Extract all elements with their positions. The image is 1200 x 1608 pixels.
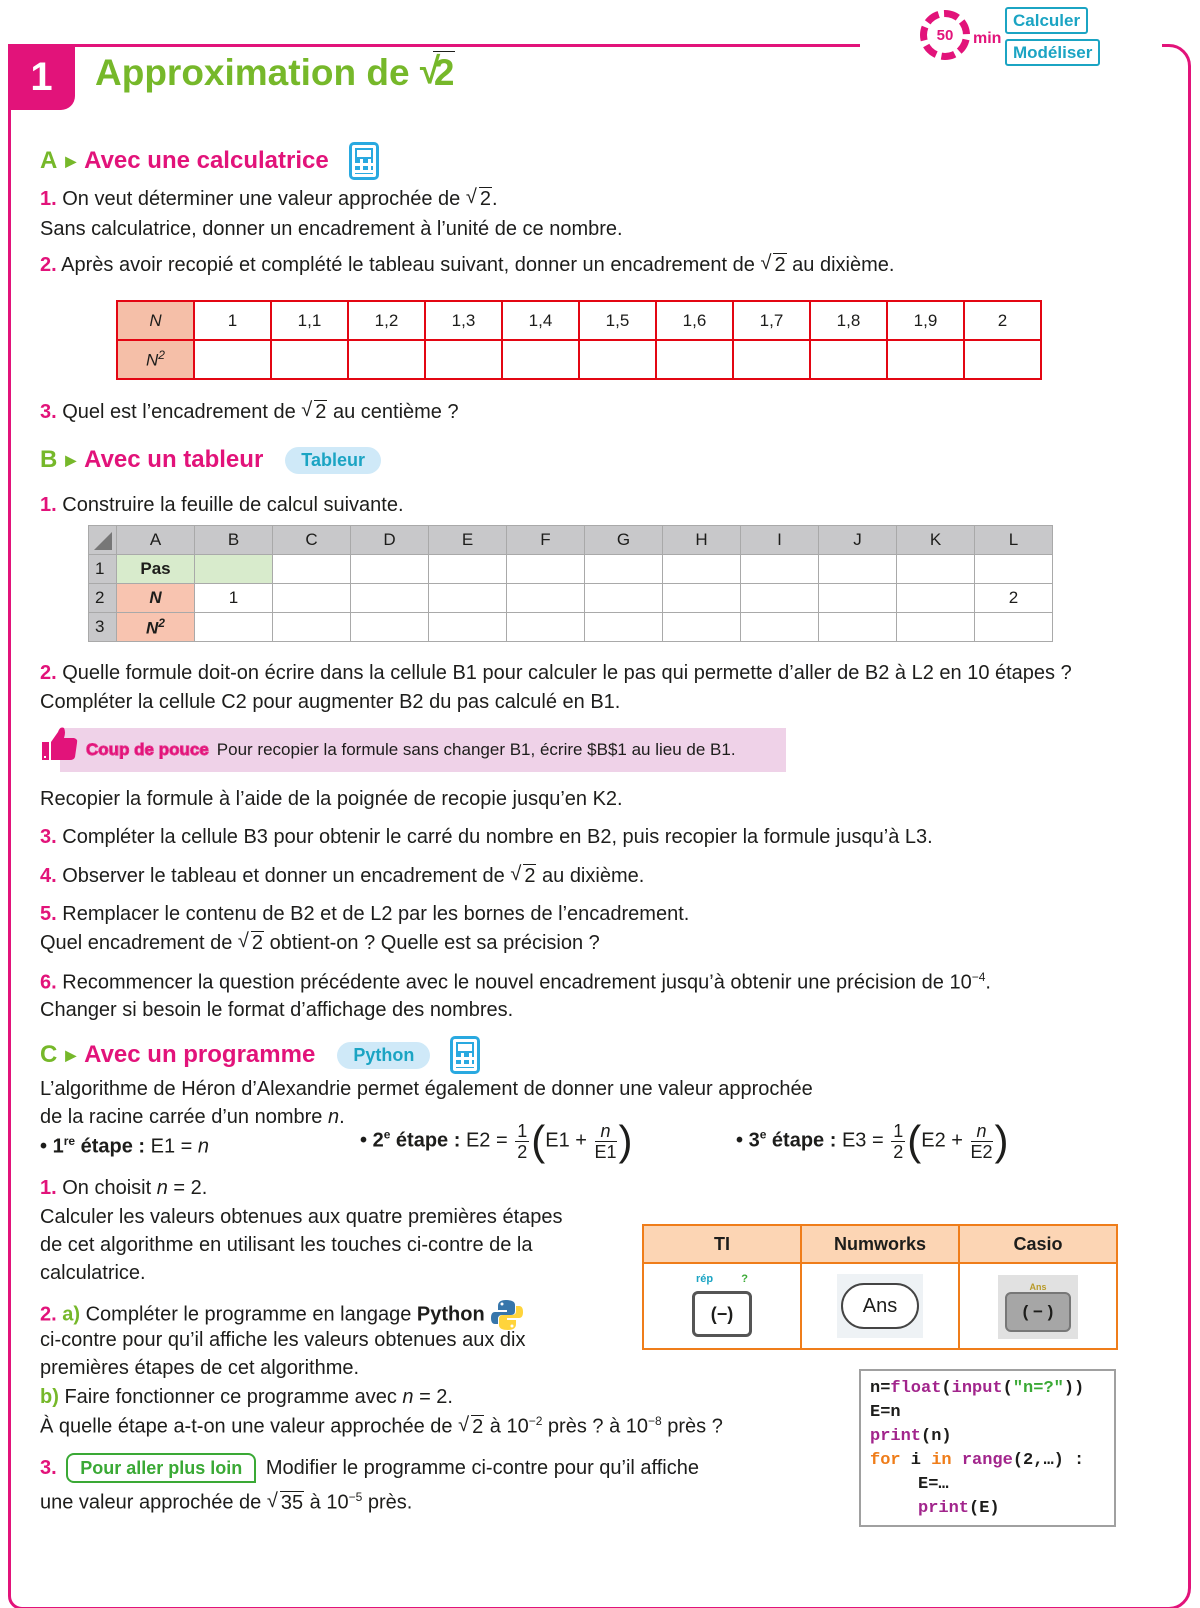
text: près. [362,1491,413,1514]
question-c3-line2 [40,1490,412,1515]
code-token: float [890,1379,942,1398]
text: N [146,618,159,638]
question-c3-line1 [40,1453,699,1483]
step-word: étape : [766,1129,842,1152]
sheet-row-2 [89,584,1053,613]
calculator-icon [450,1036,480,1074]
ordinal: re [63,1134,76,1148]
timer-badge [920,10,1001,60]
question-number: 3. [40,826,57,848]
heron-step-3 [736,1117,1009,1164]
select-all-corner [89,526,117,555]
sub-question-label: a) [62,1303,81,1326]
tip-label: Coup de pouce [86,740,209,759]
step-word: étape : [75,1135,151,1158]
cell-b2: 1 [195,584,273,613]
cell [897,555,975,584]
text: Compléter la cellule B3 pour obtenir le carré du nombre en B2, puis recopier la formule jusqu’à L3. [62,826,933,848]
question-b6-line2: Changer si besoin le format d’affichage des nombres. [40,999,514,1021]
timer-icon [920,10,970,60]
exercise-title [95,52,455,94]
question-a1-line1 [40,188,498,211]
calculator-icon [349,142,379,180]
column-header: B [195,526,273,555]
table-cell-empty [271,340,348,379]
python-tag: Python [337,1042,430,1069]
term: E2 + [921,1129,969,1152]
step-number: 1 [52,1135,64,1158]
text: Faire fonctionner ce programme avec [58,1386,403,1408]
table-cell-empty [964,340,1041,379]
cell-b1 [195,555,273,584]
column-header: L [975,526,1053,555]
sheet-row-3 [89,613,1053,642]
step-number: 2 [372,1129,384,1152]
row-header: 3 [89,613,117,642]
numerator: n [595,1121,617,1142]
cell [819,584,897,613]
heron-step-2 [360,1117,633,1164]
sqrt-symbol [420,52,456,94]
question-b2-line1 [40,662,1072,685]
table-cell: 1,9 [887,301,964,340]
question-b1 [40,494,404,517]
sheet-row-1 [89,555,1053,584]
table-cell-empty [348,340,425,379]
column-header: D [351,526,429,555]
table-cell: 1,2 [348,301,425,340]
heron-step-1 [40,1134,209,1159]
cell [351,555,429,584]
text: . [491,188,498,210]
text: près ? [661,1415,723,1438]
text: . [985,971,991,994]
column-header-row [89,526,1053,555]
code-line-5: E=… [918,1475,949,1494]
step-word: étape : [390,1129,466,1152]
section-letter: B [40,446,58,473]
cell [741,555,819,584]
question-c1-line1 [40,1177,207,1200]
question-a3 [40,401,459,424]
cell [351,584,429,613]
cell [663,584,741,613]
question-number: 2. [40,662,57,684]
table-cell: 1,6 [656,301,733,340]
section-title: Avec un programme [84,1041,316,1068]
column-header: I [741,526,819,555]
section-title: Avec un tableur [84,446,264,473]
table-cell: 1,4 [502,301,579,340]
radicand: 2 [472,1415,484,1438]
cell [273,555,351,584]
cell-a2: N [117,584,195,613]
section-b-heading [40,446,381,474]
column-header: G [585,526,663,555]
code-token: "n=?" [1012,1379,1064,1398]
fraction [595,1121,617,1162]
text: On veut déterminer une valeur approchée de [62,188,466,210]
exponent: 2 [158,348,165,363]
exponent: −8 [648,1414,662,1428]
casio-key-label: ( − ) [1005,1292,1071,1332]
question-c2a-line1 [40,1298,524,1332]
exponent: 2 [158,615,165,630]
question-c2b-line1 [40,1386,453,1409]
numworks-ans-key-icon [837,1274,923,1338]
header-numworks: Numworks [801,1225,959,1263]
header-casio: Casio [959,1225,1117,1263]
timer-unit: min [973,30,1002,47]
ti-key-label: (−) [692,1291,752,1337]
question-c2a-line3: premières étapes de cet algorithme. [40,1357,360,1379]
tip-box [60,728,786,772]
cell-l1 [975,555,1053,584]
variable: n [197,1135,209,1158]
cell-numworks-key [801,1263,959,1349]
code-token: in [931,1451,952,1470]
keys-header-row [643,1225,1117,1263]
column-header: C [273,526,351,555]
section-title: Avec une calculatrice [84,147,329,174]
table-cell: 1,1 [271,301,348,340]
paren-close: ) [618,1117,633,1164]
question-a2 [40,254,894,277]
table-cell: 1,5 [579,301,656,340]
text: Quel encadrement de [40,932,238,954]
paren-open: ( [531,1117,546,1164]
title-radicand: 2 [433,52,455,93]
denominator: 2 [517,1141,528,1162]
recopy-instruction: Recopier la formule à l’aide de la poignée de recopie jusqu’en K2. [40,788,623,810]
variable: n [327,1106,340,1128]
exponent: −5 [348,1490,363,1504]
ordinal: e [383,1127,391,1142]
row-header-n: N [117,301,194,340]
code-token: for [870,1451,901,1470]
cell [819,555,897,584]
code-token: (2,…) : [1012,1451,1085,1470]
cell [897,613,975,642]
table-cell-empty [887,340,964,379]
radicand: 2 [479,188,491,210]
numerator: 1 [893,1120,904,1141]
text: On choisit [62,1177,157,1199]
fraction [515,1121,529,1162]
variable: n [402,1386,414,1408]
question-number: 1. [40,188,57,210]
thumbs-up-icon [40,724,80,764]
table-cell-empty [502,340,579,379]
text: Quel est l’encadrement de [62,401,302,423]
text: au dixième. [536,865,645,887]
column-header: E [429,526,507,555]
header-ti: TI [643,1225,801,1263]
text: = 2. [413,1386,453,1408]
cell [351,613,429,642]
text: . [339,1106,345,1128]
text: au centième ? [327,401,459,423]
exercise-number-badge: 1 [8,44,75,110]
table-cell-empty [810,340,887,379]
code-token: range [961,1451,1013,1470]
cell-a1: Pas [117,555,195,584]
numworks-key-label: Ans [841,1283,919,1329]
sqrt-symbol [301,401,327,424]
bullet: • [736,1129,749,1152]
table-cell: 1,8 [810,301,887,340]
ti-negative-key-icon [692,1275,752,1337]
question-number: 2. [40,254,57,276]
cell [429,584,507,613]
text: à 10 [304,1491,349,1514]
code-token: print [918,1499,970,1518]
python-word: Python [416,1303,485,1326]
row-header-n-squared [117,340,194,379]
question-number: 6. [40,971,57,994]
cell [429,613,507,642]
cell [741,613,819,642]
code-line-6 [870,1497,1114,1521]
radicand: 35 [280,1491,304,1514]
code-token [952,1451,962,1470]
question-c1-line4: calculatrice. [40,1262,146,1284]
cell [585,555,663,584]
question-c1-line2: Calculer les valeurs obtenues aux quatre premières étapes [40,1206,563,1228]
question-b4 [40,865,644,888]
casio-negative-key-icon [998,1275,1078,1339]
section-letter: C [40,1041,58,1068]
table-cell-empty [733,340,810,379]
table-cell-empty [425,340,502,379]
table-cell-empty [579,340,656,379]
heron-intro-line2 [40,1106,345,1129]
table-cell: 2 [964,301,1041,340]
cell [507,555,585,584]
cell-b3 [195,613,273,642]
column-header: F [507,526,585,555]
code-token: )) [1063,1379,1085,1398]
sqrt-symbol [760,254,786,277]
pour-aller-plus-loin-tag: Pour aller plus loin [66,1453,256,1483]
bullet: • [360,1129,373,1152]
tableur-tag: Tableur [285,447,381,474]
text: Quelle formule doit-on écrire dans la cellule B1 pour calculer le pas qui permette d’aller de B2 à L2 en 10 étapes ? [62,662,1072,684]
text: obtient-on ? Quelle est sa précision ? [264,932,600,954]
cell [507,613,585,642]
timer-value: 50 [936,26,954,44]
code-token: n= [870,1379,891,1398]
ti-rep-label: rép [696,1273,714,1285]
skill-tag-modeliser: Modéliser [1005,39,1100,66]
question-number: 3. [40,401,57,423]
text: près ? à 10 [542,1415,648,1438]
exponent: −4 [971,970,986,984]
column-header: J [819,526,897,555]
row-header: 2 [89,584,117,613]
cell [663,555,741,584]
sqrt-symbol [466,188,492,211]
code-token: print [870,1427,922,1446]
column-header: H [663,526,741,555]
question-number: 2. [40,1303,57,1326]
variable: n [156,1177,168,1199]
code-token: input [951,1379,1003,1398]
tip-text: Pour recopier la formule sans changer B1, écrire $B$1 au lieu de B1. [216,740,736,759]
code-line-3 [870,1425,1114,1449]
cell [273,584,351,613]
text: Construire la feuille de calcul suivante. [62,494,404,516]
text: À quelle étape a-t-on une valeur approchée de [40,1415,459,1438]
code-line-1 [870,1377,1114,1401]
text: Observer le tableau et donner un encadrement de [62,865,511,887]
casio-ans-label: Ans [1029,1281,1047,1292]
text: de la racine carrée d’un nombre [40,1106,328,1128]
radicand: 2 [315,401,327,423]
code-token: ( [941,1379,952,1398]
row-header: 1 [89,555,117,584]
table-cell: 1 [194,301,271,340]
section-letter: A [40,147,58,174]
title-text: Approximation de [95,52,420,93]
sqrt-symbol [510,865,536,888]
formula: E2 = [465,1129,514,1152]
cell [897,584,975,613]
column-header: K [897,526,975,555]
heron-intro-line1: L’algorithme de Héron d’Alexandrie permet également de donner une valeur approchée [40,1078,813,1100]
text: une valeur approchée de [40,1491,267,1514]
question-a1-line2: Sans calculatrice, donner un encadrement à l’unité de ce nombre. [40,218,623,240]
paren-close: ) [994,1117,1009,1164]
calculator-keys-table [642,1224,1118,1350]
numerator: n [971,1121,993,1142]
question-c1-line3: de cet algorithme en utilisant les touches ci-contre de la [40,1234,533,1256]
table-cell-empty [194,340,271,379]
numerator: 1 [517,1120,528,1141]
text: = 2. [167,1177,208,1199]
denominator: E1 [594,1141,617,1162]
denominator: E2 [970,1141,993,1162]
text: Après avoir recopié et complété le tableau suivant, donner un encadrement de [61,254,761,276]
question-number: 3. [40,1457,57,1479]
question-c2b-line2 [40,1414,723,1439]
sqrt-symbol [458,1416,484,1439]
code-token: (n) [921,1427,952,1446]
formula: E1 = [150,1135,198,1158]
spreadsheet [88,525,1053,642]
cell-casio-key [959,1263,1117,1349]
skill-tag-calculer: Calculer [1005,7,1088,34]
cell [507,584,585,613]
keys-body-row [643,1263,1117,1349]
code-token: i [900,1451,932,1470]
exponent: −2 [528,1414,543,1428]
text: Remplacer le contenu de B2 et de L2 par les bornes de l’encadrement. [62,903,690,925]
table-cell: 1,7 [733,301,810,340]
question-b5-line1 [40,903,689,926]
python-logo-icon [490,1298,524,1332]
text: Modifier le programme ci-contre pour qu’il affiche [265,1457,699,1479]
text: Recommencer la question précédente avec le nouvel encadrement jusqu’à obtenir une précision de 10 [62,971,972,994]
question-b3 [40,826,933,849]
term: E1 + [545,1129,593,1152]
text: N [146,350,159,370]
cell-l2: 2 [975,584,1053,613]
ti-question-label: ? [741,1273,748,1285]
triangle-arrow-icon: ▶ [65,152,77,169]
triangle-arrow-icon: ▶ [65,1046,77,1063]
sqrt-symbol [238,932,264,955]
question-number: 1. [40,494,57,516]
column-header: A [117,526,195,555]
code-line-2: E=n [870,1403,901,1422]
cell-l3 [975,613,1053,642]
question-number: 1. [40,1177,57,1199]
question-b6-line1 [40,970,991,995]
table-row-n [117,301,1041,340]
radicand: 2 [251,932,264,954]
cell [585,584,663,613]
table-row-n-squared [117,340,1041,379]
cell [819,613,897,642]
cell [741,584,819,613]
table-cell: 1,3 [425,301,502,340]
step-number: 3 [748,1129,760,1152]
text: à 10 [484,1415,529,1438]
formula: E3 = [841,1129,890,1152]
code-token: (E) [969,1499,1000,1518]
cell [663,613,741,642]
python-code-block [859,1369,1116,1527]
paren-open: ( [907,1117,922,1164]
section-c-heading [40,1036,480,1074]
question-c2a-line2: ci-contre pour qu’il affiche les valeurs obtenues aux dix [40,1329,526,1351]
question-b5-line2 [40,932,600,955]
denominator: 2 [893,1141,904,1162]
section-a-heading [40,142,379,180]
sub-question-label: b) [40,1386,59,1408]
bullet: • [40,1135,53,1158]
sqrt-symbol [267,1492,304,1515]
question-number: 5. [40,903,57,925]
question-b2-line2: Compléter la cellule C2 pour augmenter B2 du pas calculé en B1. [40,691,621,713]
cell [273,613,351,642]
text: au dixième. [786,254,895,276]
code-line-4 [870,1449,1114,1473]
radicand: 2 [774,254,786,276]
ordinal: e [759,1127,767,1142]
question-number: 4. [40,865,57,887]
cell-ti-key [643,1263,801,1349]
radicand: 2 [524,865,536,887]
cell [429,555,507,584]
cell [585,613,663,642]
triangle-arrow-icon: ▶ [65,451,77,468]
squares-table [116,300,1042,380]
table-cell-empty [656,340,733,379]
fraction [971,1121,993,1162]
cell-a3 [117,613,195,642]
text: Compléter le programme en langage [80,1303,417,1326]
fraction [891,1121,905,1162]
code-token: ( [1002,1379,1013,1398]
